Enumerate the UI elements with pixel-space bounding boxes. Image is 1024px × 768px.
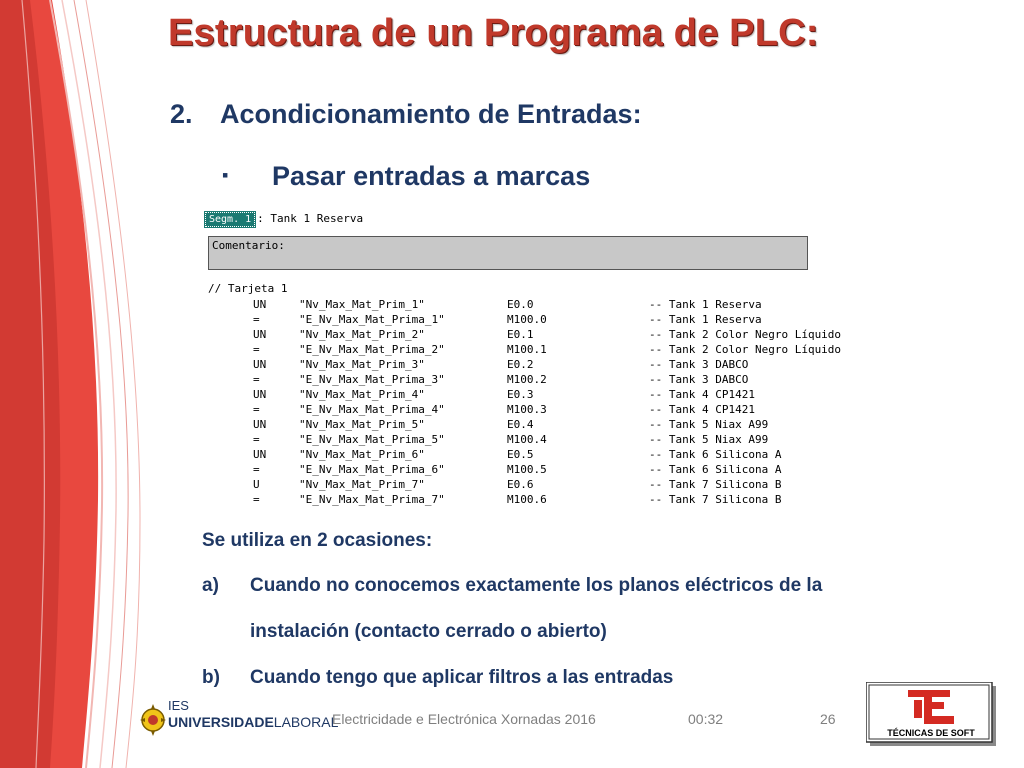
- footer-event: Electricidade e Electrónica Xornadas 2016: [332, 711, 596, 727]
- code-symbol: "E_Nv_Max_Mat_Prima_2": [299, 343, 445, 356]
- code-operator: =: [253, 433, 260, 446]
- code-operator: =: [253, 403, 260, 416]
- code-operator: =: [253, 493, 260, 506]
- code-operator: UN: [253, 448, 267, 461]
- code-comment: -- Tank 2 Color Negro Líquido: [649, 328, 842, 341]
- code-operator: =: [253, 463, 260, 476]
- section-heading-number: 2.: [170, 99, 193, 129]
- code-comment: -- Tank 5 Niax A99: [649, 418, 769, 431]
- code-comment: -- Tank 7 Silicona B: [649, 478, 782, 491]
- code-symbol: "Nv_Max_Mat_Prim_5": [299, 418, 425, 431]
- code-address: E0.4: [507, 418, 534, 431]
- code-comment: -- Tank 7 Silicona B: [649, 493, 782, 506]
- code-comment: -- Tank 6 Silicona A: [649, 463, 782, 476]
- code-comment: -- Tank 4 CP1421: [649, 388, 755, 401]
- notes-item-b-label: b): [202, 667, 220, 688]
- code-symbol: "E_Nv_Max_Mat_Prima_5": [299, 433, 445, 446]
- code-operator: UN: [253, 388, 267, 401]
- code-address: M100.4: [507, 433, 547, 446]
- code-symbol: "E_Nv_Max_Mat_Prima_6": [299, 463, 445, 476]
- notes-item-b: [202, 667, 673, 689]
- segment-header: [205, 212, 363, 230]
- code-address: E0.3: [507, 388, 534, 401]
- tecnicas-de-soft-mark-icon: [866, 682, 998, 748]
- decorative-red-band: [0, 0, 160, 768]
- notes-item-a-label: a): [202, 575, 219, 596]
- code-address: M100.0: [507, 313, 547, 326]
- square-bullet-icon: ▪: [222, 165, 229, 185]
- notes-item-a: [202, 575, 822, 597]
- logo-line2-light: LABORAL: [273, 714, 339, 730]
- segment-badge: Segm. 1: [205, 212, 255, 227]
- code-symbol: "Nv_Max_Mat_Prim_3": [299, 358, 425, 371]
- code-symbol: "Nv_Max_Mat_Prim_6": [299, 448, 425, 461]
- code-operator: =: [253, 373, 260, 386]
- code-address: E0.5: [507, 448, 534, 461]
- code-comment: -- Tank 1 Reserva: [649, 298, 762, 311]
- emblem-icon: [138, 700, 168, 740]
- code-comment: -- Tank 4 CP1421: [649, 403, 755, 416]
- section-heading: [170, 99, 642, 130]
- code-symbol: "E_Nv_Max_Mat_Prima_7": [299, 493, 445, 506]
- code-symbol: "E_Nv_Max_Mat_Prima_3": [299, 373, 445, 386]
- code-symbol: "Nv_Max_Mat_Prim_1": [299, 298, 425, 311]
- code-address: M100.3: [507, 403, 547, 416]
- code-comment: -- Tank 2 Color Negro Líquido: [649, 343, 842, 356]
- comment-label: Comentario:: [212, 239, 285, 252]
- corner-logo-text: TÉCNICAS DE SOFT: [887, 728, 975, 738]
- code-address: M100.2: [507, 373, 547, 386]
- footer-time: 00:32: [688, 711, 724, 727]
- code-address: M100.6: [507, 493, 547, 506]
- footer-page-number: 26: [820, 711, 836, 727]
- logo-line2: [168, 714, 338, 730]
- code-address: E0.2: [507, 358, 534, 371]
- code-address: E0.1: [507, 328, 534, 341]
- code-comment: -- Tank 1 Reserva: [649, 313, 762, 326]
- code-address: M100.1: [507, 343, 547, 356]
- code-comment: -- Tank 5 Niax A99: [649, 433, 769, 446]
- code-symbol: "Nv_Max_Mat_Prim_7": [299, 478, 425, 491]
- code-operator: UN: [253, 358, 267, 371]
- code-operator: =: [253, 313, 260, 326]
- slide-title: Estructura de un Programa de PLC:: [168, 12, 819, 54]
- comment-box: [208, 236, 808, 270]
- sub-bullet: [222, 161, 590, 192]
- code-operator: U: [253, 478, 260, 491]
- code-operator: UN: [253, 418, 267, 431]
- code-symbol: "E_Nv_Max_Mat_Prima_1": [299, 313, 445, 326]
- code-symbol: "E_Nv_Max_Mat_Prima_4": [299, 403, 445, 416]
- code-address: E0.6: [507, 478, 534, 491]
- notes-item-b-text: Cuando tengo que aplicar filtros a las entradas: [250, 667, 674, 688]
- code-symbol: "Nv_Max_Mat_Prim_4": [299, 388, 425, 401]
- code-operator: UN: [253, 298, 267, 311]
- logo-line1: IES: [168, 698, 189, 713]
- logo-line2-bold: UNIVERSIDADE: [168, 714, 274, 730]
- code-operator: UN: [253, 328, 267, 341]
- code-address: E0.0: [507, 298, 534, 311]
- code-comment: -- Tank 6 Silicona A: [649, 448, 782, 461]
- plc-code-listing: [205, 210, 842, 510]
- segment-title: : Tank 1 Reserva: [257, 212, 364, 225]
- tecnicas-de-soft-logo: [866, 682, 998, 748]
- sub-bullet-text: Pasar entradas a marcas: [272, 161, 591, 191]
- section-comment: // Tarjeta 1: [208, 282, 288, 295]
- notes-intro: Se utiliza en 2 ocasiones:: [202, 530, 433, 551]
- section-heading-text: Acondicionamiento de Entradas:: [220, 99, 642, 129]
- code-comment: -- Tank 3 DABCO: [649, 358, 749, 371]
- code-operator: =: [253, 343, 260, 356]
- code-symbol: "Nv_Max_Mat_Prim_2": [299, 328, 425, 341]
- ies-universidade-laboral-logo: [138, 698, 339, 740]
- code-address: M100.5: [507, 463, 547, 476]
- notes-item-a-line1: Cuando no conocemos exactamente los planos eléctricos de la: [250, 575, 823, 596]
- code-comment: -- Tank 3 DABCO: [649, 373, 749, 386]
- notes-item-a-line2: instalación (contacto cerrado o abierto): [250, 621, 607, 642]
